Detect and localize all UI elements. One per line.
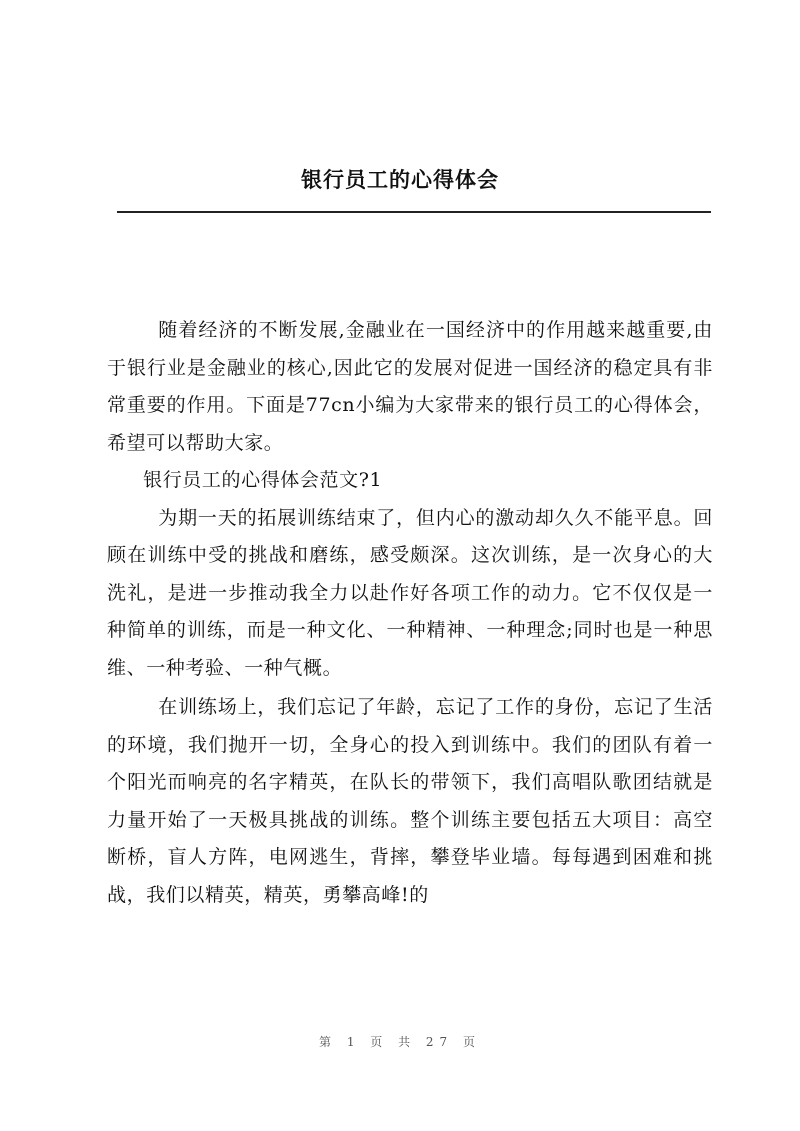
document-body <box>107 312 713 914</box>
intro-paragraph: 随着经济的不断发展,金融业在一国经济中的作用越来越重要,由于银行业是金融业的核心,因此它的发展对促进一国经济的稳定具有非常重要的作用。下面是77cn小编为大家带来的银行员工的心得体会，希望可以帮助大家。 <box>107 319 713 454</box>
section-heading: 银行员工的心得体会范文?1 <box>143 469 383 491</box>
document-title: 银行员工的心得体会 <box>301 167 499 192</box>
body-paragraph: 在训练场上，我们忘记了年龄，忘记了工作的身份，忘记了生活的环境，我们抛开一切，全身心的投入到训练中。我们的团队有着一个阳光而响亮的名字精英，在队长的带领下，我们高唱队歌团结就是力量开始了一天极具挑战的训练。整个训练主要包括五大项目：高空断桥，盲人方阵，电网逃生，背摔，攀登毕业墙。每每遇到困难和挑战，我们以精英，精英，勇攀高峰!的 <box>107 696 713 906</box>
title-underline <box>117 211 711 213</box>
body-paragraph: 为期一天的拓展训练结束了，但内心的激动却久久不能平息。回顾在训练中受的挑战和磨练，感受颇深。这次训练，是一次身心的大洗礼，是进一步推动我全力以赴作好各项工作的动力。它不仅仅是一种简单的训练，而是一种文化、一种精神、一种理念;同时也是一种思维、一种考验、一种气概。 <box>107 506 713 679</box>
page-number-footer: 第 1 页 共 27 页 <box>319 1035 481 1049</box>
